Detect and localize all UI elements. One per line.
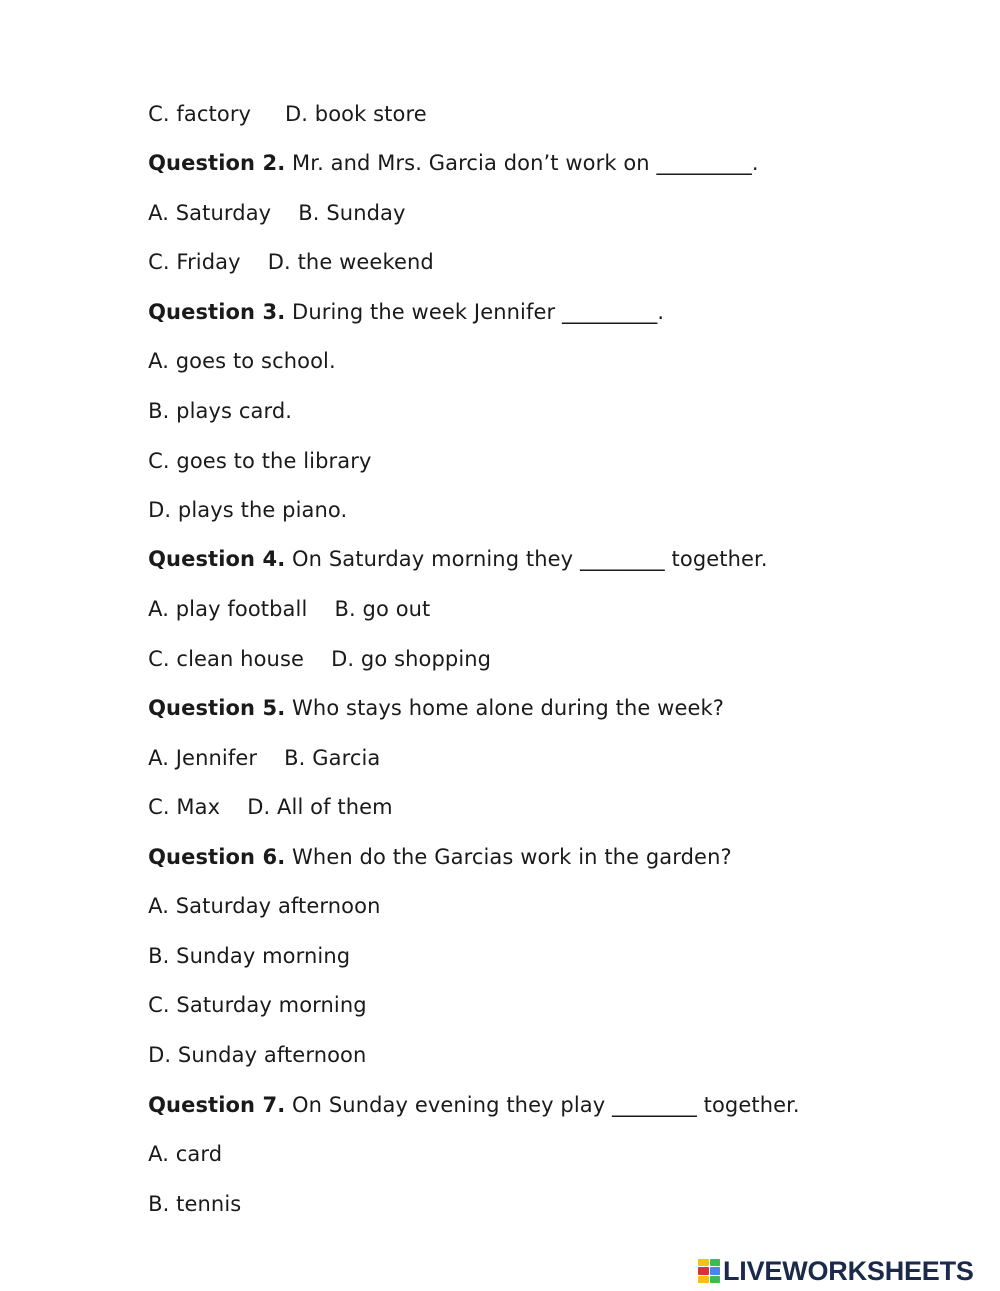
question-7-text: On Sunday evening they play ________ together. [285, 1093, 800, 1117]
answer-option-text: C. goes to the library [148, 449, 372, 473]
liveworksheets-logo-icon [698, 1259, 720, 1283]
answer-option-text: A. card [148, 1142, 223, 1166]
answer-options-text: A. Jennifer B. Garcia [148, 746, 381, 770]
answer-options-text: C. Max D. All of them [148, 795, 393, 819]
answer-option-text: B. plays card. [148, 399, 293, 423]
question-6-text: When do the Garcias work in the garden? [285, 845, 732, 869]
question-7-label: Question 7. [148, 1093, 286, 1117]
answer-option-text: B. tennis [148, 1192, 242, 1216]
question-5-label: Question 5. [148, 696, 286, 720]
question-2-text: Mr. and Mrs. Garcia don’t work on _________. [285, 151, 759, 175]
question-3-label: Question 3. [148, 300, 286, 324]
answer-option-line [121, 1162, 241, 1246]
question-4-text: On Saturday morning they ________ together. [285, 547, 768, 571]
answer-options-text: C. factory D. book store [148, 102, 427, 126]
answer-option-text: A. Saturday afternoon [148, 894, 381, 918]
liveworksheets-logo-text: LIVEWORKSHEETS [723, 1255, 974, 1286]
question-2-label: Question 2. [148, 151, 286, 175]
answer-option-text: B. Sunday morning [148, 944, 351, 968]
answer-option-text: A. goes to school. [148, 349, 336, 373]
answer-options-text: A. play football B. go out [148, 597, 431, 621]
question-3-text: During the week Jennifer _________. [285, 300, 665, 324]
question-6-label: Question 6. [148, 845, 286, 869]
answer-options-text: C. clean house D. go shopping [148, 647, 492, 671]
answer-option-text: D. plays the piano. [148, 498, 348, 522]
liveworksheets-logo[interactable] [698, 1255, 974, 1287]
question-4-label: Question 4. [148, 547, 286, 571]
answer-options-text: C. Friday D. the weekend [148, 250, 434, 274]
question-7-line [121, 1063, 800, 1147]
answer-option-text: D. Sunday afternoon [148, 1043, 367, 1067]
answer-options-text: A. Saturday B. Sunday [148, 201, 406, 225]
answer-option-text: C. Saturday morning [148, 993, 367, 1017]
question-5-text: Who stays home alone during the week? [285, 696, 724, 720]
